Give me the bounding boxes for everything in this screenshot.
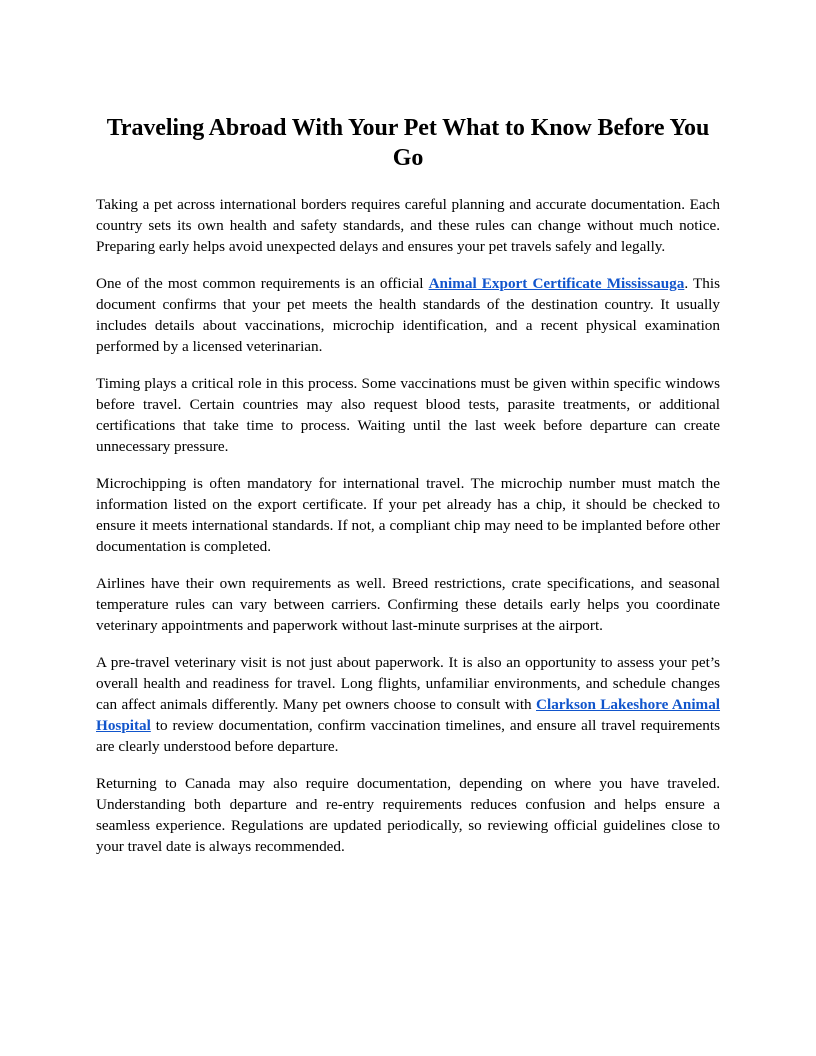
document-body	[96, 194, 720, 857]
animal-hospital-link[interactable]: Clarkson Lakeshore Animal Hospital	[96, 696, 721, 734]
document-page	[96, 113, 720, 873]
paragraph-text: . This document confirms that your pet meets the health standards of the destination country. It usually includes details about vaccinations, microchip identification, and a recent physical examination performed by a licensed veterinarian.	[96, 275, 720, 355]
paragraph-returning: Returning to Canada may also require documentation, depending on where you have traveled. Understanding both departure and re-entry requirements reduces confusion and helps ensure a seamless experience. Regulations are updated periodically, so reviewing official guidelines close to your travel date is always recommended.	[96, 775, 720, 855]
export-certificate-link[interactable]: Animal Export Certificate Mississauga	[428, 275, 685, 292]
paragraph-timing: Timing plays a critical role in this process. Some vaccinations must be given within specific windows before travel. Certain countries may also request blood tests, parasite treatments, or additional certifications that take time to process. Waiting until the last week before departure can create unnecessary pressure.	[96, 375, 720, 455]
paragraph-text: A pre-travel veterinary visit is not just about paperwork. It is also an opportunity to assess your pet’s overall health and readiness for travel. Long flights, unfamiliar environments, and schedule changes can affect animals differently. Many pet owners choose to consult with	[96, 654, 720, 713]
paragraph-text: One of the most common requirements is an official	[96, 275, 429, 292]
paragraph-vet-visit	[96, 652, 720, 757]
paragraph-microchipping: Microchipping is often mandatory for international travel. The microchip number must match the information listed on the export certificate. If your pet already has a chip, it should be checked to ensure it meets international standards. If not, a compliant chip may need to be implanted before other documentation is completed.	[96, 475, 720, 555]
paragraph-airlines: Airlines have their own requirements as well. Breed restrictions, crate specifications, and seasonal temperature rules can vary between carriers. Confirming these details early helps you coordinate veterinary appointments and paperwork without last-minute surprises at the airport.	[96, 575, 720, 634]
paragraph-intro: Taking a pet across international borders requires careful planning and accurate documentation. Each country sets its own health and safety standards, and these rules can change without much notice. Preparing early helps avoid unexpected delays and ensures your pet travels safely and legally.	[96, 196, 720, 255]
page-title: Traveling Abroad With Your Pet What to Know Before You Go	[106, 115, 710, 171]
paragraph-export-certificate	[96, 273, 720, 357]
paragraph-text: to review documentation, confirm vaccination timelines, and ensure all travel requirements are clearly understood before departure.	[96, 717, 720, 755]
